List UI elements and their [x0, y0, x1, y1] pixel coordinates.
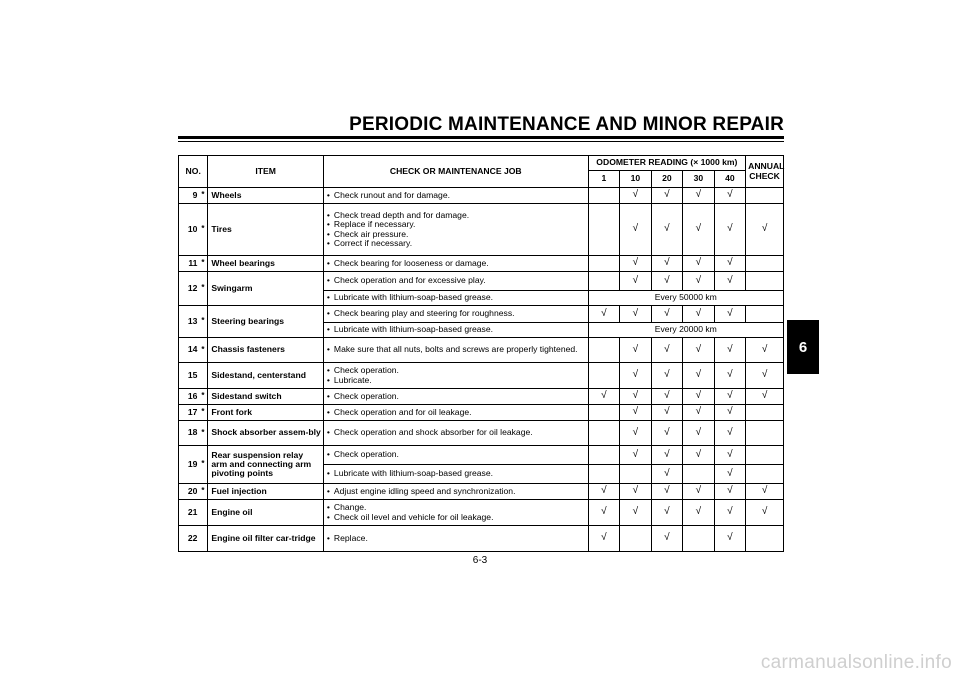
- item-name: Front fork: [208, 405, 324, 421]
- dealer-star: *: [198, 338, 207, 363]
- maintenance-job: [323, 389, 588, 405]
- table-row: [179, 446, 784, 465]
- table-row: [179, 204, 784, 256]
- row-number: 10: [179, 204, 199, 256]
- table-row: [179, 500, 784, 526]
- interval-check: [588, 256, 620, 272]
- row-number: 19: [179, 446, 199, 484]
- interval-check: √: [714, 526, 746, 552]
- annual-check: [746, 526, 784, 552]
- item-name: Wheels: [208, 188, 324, 204]
- interval-check: √: [651, 389, 683, 405]
- interval-check: [683, 465, 715, 484]
- interval-check: √: [683, 204, 715, 256]
- table-row: [179, 306, 784, 323]
- interval-check: √: [651, 526, 683, 552]
- annual-check: [746, 188, 784, 204]
- page-number: 6-3: [472, 555, 488, 566]
- maintenance-job: [323, 421, 588, 446]
- item-name: Sidestand, centerstand: [208, 363, 324, 389]
- row-number: 11: [179, 256, 199, 272]
- table-row: [179, 338, 784, 363]
- interval-check: √: [683, 484, 715, 500]
- interval-check: √: [683, 188, 715, 204]
- interval-check: [588, 465, 620, 484]
- interval-check: √: [620, 484, 652, 500]
- interval-check: √: [714, 306, 746, 323]
- job-bullet: • Replace if necessary.: [327, 220, 586, 229]
- chapter-tab: 6: [787, 320, 819, 374]
- item-name: Wheel bearings: [208, 256, 324, 272]
- maintenance-job: [323, 405, 588, 421]
- interval-check: √: [620, 500, 652, 526]
- header-annual: ANNUAL CHECK: [746, 156, 784, 188]
- interval-check: √: [651, 272, 683, 291]
- interval-check: √: [651, 484, 683, 500]
- job-bullet: • Check bearing play and steering for roughness.: [327, 309, 586, 318]
- header-interval: 40: [714, 171, 746, 188]
- title-rule-thick: [178, 136, 784, 139]
- interval-check: √: [714, 465, 746, 484]
- annual-check: [746, 256, 784, 272]
- job-bullet: • Lubricate with lithium-soap-based grease.: [327, 469, 586, 478]
- job-bullet: • Check operation and for excessive play.: [327, 276, 586, 285]
- interval-check: √: [651, 446, 683, 465]
- interval-check: √: [620, 338, 652, 363]
- interval-check: √: [651, 188, 683, 204]
- item-name: Shock absorber assem-bly: [208, 421, 324, 446]
- interval-check: √: [588, 484, 620, 500]
- interval-check: [588, 363, 620, 389]
- job-bullet: • Check air pressure.: [327, 230, 586, 239]
- annual-check: [746, 272, 784, 291]
- interval-check: [620, 465, 652, 484]
- row-number: 17: [179, 405, 199, 421]
- interval-check: √: [651, 421, 683, 446]
- job-bullet: • Change.: [327, 503, 586, 512]
- dealer-star: *: [198, 204, 207, 256]
- interval-check: √: [714, 405, 746, 421]
- dealer-star: *: [198, 256, 207, 272]
- interval-check: √: [651, 306, 683, 323]
- interval-check: √: [588, 526, 620, 552]
- header-item: ITEM: [208, 156, 324, 188]
- job-bullet: • Lubricate.: [327, 376, 586, 385]
- interval-span: Every 20000 km: [588, 323, 783, 338]
- item-name: Chassis fasteners: [208, 338, 324, 363]
- page-title: PERIODIC MAINTENANCE AND MINOR REPAIR: [349, 114, 784, 135]
- job-bullet: • Check tread depth and for damage.: [327, 211, 586, 220]
- annual-check: √: [746, 500, 784, 526]
- header-interval: 1: [588, 171, 620, 188]
- interval-check: √: [714, 256, 746, 272]
- table-row: [179, 484, 784, 500]
- table-row: [179, 405, 784, 421]
- annual-check: √: [746, 338, 784, 363]
- dealer-star: *: [198, 389, 207, 405]
- dealer-star: [198, 526, 207, 552]
- interval-check: √: [651, 204, 683, 256]
- item-name: Rear suspension relay arm and connecting arm pivoting points: [208, 446, 324, 484]
- annual-check: [746, 421, 784, 446]
- interval-check: √: [714, 204, 746, 256]
- row-number: 15: [179, 363, 199, 389]
- interval-check: √: [588, 500, 620, 526]
- maintenance-job: [323, 256, 588, 272]
- annual-check: √: [746, 484, 784, 500]
- job-bullet: • Check operation.: [327, 392, 586, 401]
- interval-check: [588, 421, 620, 446]
- job-bullet: • Check operation.: [327, 366, 586, 375]
- interval-check: √: [714, 484, 746, 500]
- header-odometer: ODOMETER READING (× 1000 km): [588, 156, 746, 171]
- interval-check: [588, 272, 620, 291]
- row-number: 21: [179, 500, 199, 526]
- table-row: [179, 256, 784, 272]
- interval-check: √: [683, 405, 715, 421]
- watermark: carmanualsonline.info: [760, 652, 952, 673]
- job-bullet: • Check runout and for damage.: [327, 191, 586, 200]
- row-number: 16: [179, 389, 199, 405]
- interval-check: √: [714, 188, 746, 204]
- job-bullet: • Check bearing for looseness or damage.: [327, 259, 586, 268]
- dealer-star: *: [198, 446, 207, 484]
- row-number: 12: [179, 272, 199, 306]
- dealer-star: [198, 363, 207, 389]
- interval-check: √: [683, 389, 715, 405]
- maintenance-job: [323, 291, 588, 306]
- row-number: 9: [179, 188, 199, 204]
- interval-check: √: [620, 405, 652, 421]
- job-bullet: • Correct if necessary.: [327, 239, 586, 248]
- item-name: Steering bearings: [208, 306, 324, 338]
- header-interval: 20: [651, 171, 683, 188]
- interval-check: √: [620, 306, 652, 323]
- title-rule-thin: [178, 141, 784, 142]
- interval-check: √: [683, 363, 715, 389]
- interval-check: [588, 405, 620, 421]
- interval-check: √: [714, 363, 746, 389]
- interval-check: √: [620, 204, 652, 256]
- job-bullet: • Check operation and shock absorber for oil leakage.: [327, 428, 586, 437]
- annual-check: √: [746, 204, 784, 256]
- interval-check: √: [714, 421, 746, 446]
- maintenance-job: [323, 338, 588, 363]
- job-bullet: • Adjust engine idling speed and synchronization.: [327, 487, 586, 496]
- maintenance-job: [323, 446, 588, 465]
- annual-check: [746, 465, 784, 484]
- annual-check: [746, 446, 784, 465]
- interval-check: √: [620, 272, 652, 291]
- interval-check: √: [683, 421, 715, 446]
- job-bullet: • Lubricate with lithium-soap-based grease.: [327, 325, 586, 334]
- header-interval: 30: [683, 171, 715, 188]
- table-body: [179, 188, 784, 552]
- table-row: [179, 526, 784, 552]
- annual-check: [746, 405, 784, 421]
- maintenance-table: [178, 155, 784, 552]
- interval-check: √: [714, 446, 746, 465]
- interval-check: √: [714, 272, 746, 291]
- interval-check: [620, 526, 652, 552]
- maintenance-job: [323, 484, 588, 500]
- interval-check: √: [651, 405, 683, 421]
- row-number: 22: [179, 526, 199, 552]
- job-bullet: • Lubricate with lithium-soap-based grease.: [327, 293, 586, 302]
- maintenance-job: [323, 363, 588, 389]
- maintenance-job: [323, 323, 588, 338]
- interval-check: √: [651, 338, 683, 363]
- dealer-star: [198, 500, 207, 526]
- table-row: [179, 363, 784, 389]
- header-interval: 10: [620, 171, 652, 188]
- job-bullet: • Make sure that all nuts, bolts and screws are properly tightened.: [327, 345, 586, 354]
- maintenance-job: [323, 500, 588, 526]
- interval-check: √: [651, 256, 683, 272]
- interval-check: √: [651, 465, 683, 484]
- interval-check: √: [714, 500, 746, 526]
- row-number: 20: [179, 484, 199, 500]
- header-job: CHECK OR MAINTENANCE JOB: [323, 156, 588, 188]
- item-name: Sidestand switch: [208, 389, 324, 405]
- interval-check: √: [620, 389, 652, 405]
- row-number: 14: [179, 338, 199, 363]
- interval-check: √: [651, 363, 683, 389]
- maintenance-job: [323, 204, 588, 256]
- interval-check: [683, 526, 715, 552]
- interval-check: [588, 446, 620, 465]
- header-no: NO.: [179, 156, 208, 188]
- interval-check: [588, 204, 620, 256]
- job-bullet: • Check oil level and vehicle for oil leakage.: [327, 513, 586, 522]
- row-number: 18: [179, 421, 199, 446]
- maintenance-job: [323, 272, 588, 291]
- annual-check: √: [746, 389, 784, 405]
- interval-check: √: [620, 421, 652, 446]
- item-name: Fuel injection: [208, 484, 324, 500]
- item-name: Swingarm: [208, 272, 324, 306]
- job-bullet: • Replace.: [327, 534, 586, 543]
- dealer-star: *: [198, 484, 207, 500]
- interval-check: √: [620, 363, 652, 389]
- interval-check: [588, 338, 620, 363]
- dealer-star: *: [198, 405, 207, 421]
- interval-check: √: [683, 500, 715, 526]
- table-row: [179, 421, 784, 446]
- interval-check: √: [683, 256, 715, 272]
- interval-check: √: [683, 306, 715, 323]
- maintenance-job: [323, 306, 588, 323]
- interval-check: √: [683, 272, 715, 291]
- dealer-star: *: [198, 272, 207, 306]
- row-number: 13: [179, 306, 199, 338]
- interval-check: [588, 188, 620, 204]
- item-name: Engine oil filter car-tridge: [208, 526, 324, 552]
- interval-check: √: [683, 446, 715, 465]
- dealer-star: *: [198, 306, 207, 338]
- dealer-star: *: [198, 188, 207, 204]
- interval-check: √: [714, 338, 746, 363]
- table-row: [179, 389, 784, 405]
- annual-check: √: [746, 363, 784, 389]
- maintenance-job: [323, 465, 588, 484]
- maintenance-job: [323, 526, 588, 552]
- interval-span: Every 50000 km: [588, 291, 783, 306]
- annual-check: [746, 306, 784, 323]
- interval-check: √: [620, 256, 652, 272]
- item-name: Tires: [208, 204, 324, 256]
- interval-check: √: [588, 389, 620, 405]
- dealer-star: *: [198, 421, 207, 446]
- item-name: Engine oil: [208, 500, 324, 526]
- interval-check: √: [620, 446, 652, 465]
- table-row: [179, 272, 784, 291]
- job-bullet: • Check operation.: [327, 450, 586, 459]
- job-bullet: • Check operation and for oil leakage.: [327, 408, 586, 417]
- interval-check: √: [588, 306, 620, 323]
- interval-check: √: [651, 500, 683, 526]
- maintenance-job: [323, 188, 588, 204]
- interval-check: √: [620, 188, 652, 204]
- table-row: [179, 188, 784, 204]
- interval-check: √: [714, 389, 746, 405]
- interval-check: √: [683, 338, 715, 363]
